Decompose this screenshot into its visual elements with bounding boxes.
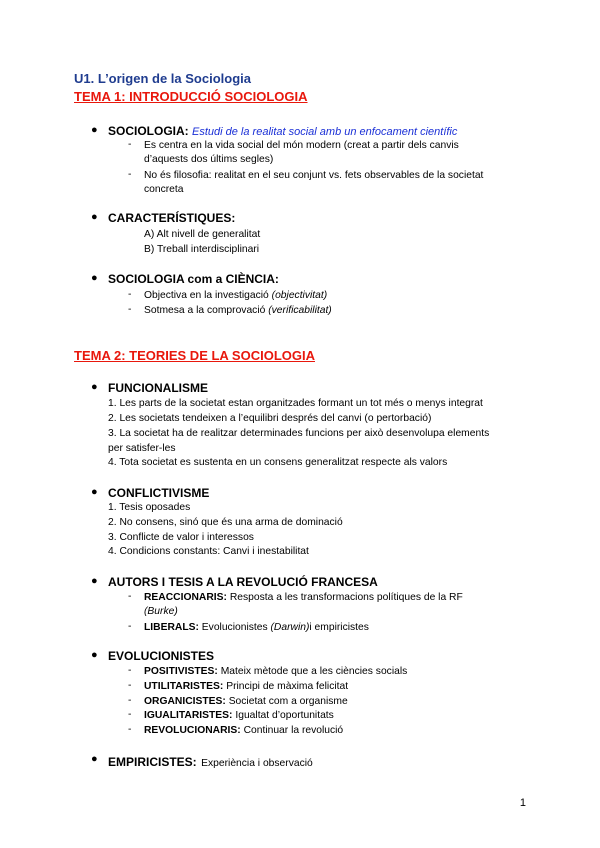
autors-label: AUTORS I TESIS A LA REVOLUCIÓ FRANCESA [108,575,378,589]
bullet-icon: ● [91,211,98,223]
dash-icon: - [128,621,132,632]
dash-icon: - [128,695,132,706]
liberals-note: (Darwin) [270,622,310,633]
sociologia-definition: Estudi de la realitat social amb un enfocament científic [192,126,458,138]
evolucionistes-item-label: POSITIVISTES: [144,666,218,677]
conflictivisme-label: CONFLICTIVISME [108,486,210,500]
evolucionistes-item-text: Continuar la revolució [243,725,344,736]
ciencia-label: SOCIOLOGIA com a CIÈNCIA: [108,272,279,286]
evolucionistes-item-text: Igualtat d’oportunitats [235,710,334,721]
evolucionistes-item-label: REVOLUCIONARIS: [144,725,241,736]
conflictivisme-line-3: 3. Conflicte de valor i interessos [108,532,254,543]
bullet-icon: ● [91,575,98,587]
bullet-icon: ● [91,486,98,498]
liberals-text-2: i empiricistes [309,622,369,633]
reaccionaris-text: Resposta a les transformacions polítiques de la RF [229,592,463,603]
funcionalisme-label: FUNCIONALISME [108,381,208,395]
evolucionistes-item-text: Mateix mètode que a les ciències socials [220,666,408,677]
bullet-icon: ● [91,272,98,284]
evolucionistes-item-5 [144,724,343,738]
bullet-icon: ● [91,649,98,661]
sociologia-item-2-line2: concreta [144,184,184,195]
evolucionistes-item-4 [144,709,334,723]
ciencia-item-2-text: Sotmesa a la comprovació [144,305,266,316]
caracteristiques-item-1: A) Alt nivell de generalitat [144,229,261,240]
ciencia-item-1 [144,289,327,303]
dash-icon: - [128,680,132,691]
liberals-text: Evolucionistes [201,622,268,633]
sociologia-item-2-line1: No és filosofia: realitat en el seu conjunt vs. fets observables de la societat [144,170,484,181]
page-number: 1 [519,797,526,809]
evolucionistes-item-label: UTILITARISTES: [144,681,224,692]
reaccionaris-note: (Burke) [144,606,178,617]
dash-icon: - [128,709,132,720]
sociologia-section [108,124,457,138]
reaccionaris-line [144,591,463,605]
liberals-label: LIBERALS: [144,622,199,633]
empiricistes-label: EMPIRICISTES: [108,755,197,769]
liberals-line [144,621,369,635]
tema1-heading: TEMA 1: INTRODUCCIÓ SOCIOLOGIA [74,89,308,104]
empiricistes-text: Experiència i observació [201,758,313,769]
funcionalisme-line-2: 2. Les societats tendeixen a l’equilibri després del canvi (o pertorbació) [108,413,432,424]
evolucionistes-item-label: ORGANICISTES: [144,696,226,707]
document-title: U1. L’origen de la Sociologia [74,71,251,86]
conflictivisme-line-2: 2. No consens, sinó que és una arma de dominació [108,517,343,528]
sociologia-item-1-line1: Es centra en la vida social del món modern (creat a partir dels canvis [144,140,459,151]
funcionalisme-line-5: 4. Tota societat es sustenta en un consens generalitzat respecte als valors [108,457,448,468]
sociologia-label: SOCIOLOGIA: [108,124,189,138]
empiricistes-line [108,753,313,771]
bullet-icon: ● [91,381,98,393]
evolucionistes-item-3 [144,695,348,709]
caracteristiques-item-2: B) Treball interdisciplinari [144,244,260,255]
reaccionaris-label: REACCIONARIS: [144,592,227,603]
dash-icon: - [128,169,132,180]
conflictivisme-line-1: 1. Tesis oposades [108,502,191,513]
caracteristiques-label: CARACTERÍSTIQUES: [108,211,236,225]
dash-icon: - [128,665,132,676]
dash-icon: - [128,139,132,150]
evolucionistes-label: EVOLUCIONISTES [108,649,215,663]
sociologia-item-1-line2: d’aquests dos últims segles) [144,154,274,165]
funcionalisme-line-1: 1. Les parts de la societat estan organitzades formant un tot més o menys integrat [108,398,483,409]
funcionalisme-line-3: 3. La societat ha de realitzar determinades funcions per això desenvolupa elements [108,428,490,439]
ciencia-item-2-note: (verificabilitat) [268,305,332,316]
ciencia-item-1-text: Objectiva en la investigació [144,290,269,301]
evolucionistes-item-label: IGUALITARISTES: [144,710,233,721]
bullet-icon: ● [91,124,98,136]
ciencia-item-1-note: (objectivitat) [271,290,328,301]
bullet-icon: ● [91,753,98,765]
dash-icon: - [128,304,132,315]
funcionalisme-line-4: per satisfer-les [108,443,176,454]
evolucionistes-item-text: Societat com a organisme [228,696,348,707]
tema2-heading: TEMA 2: TEORIES DE LA SOCIOLOGIA [74,348,315,363]
dash-icon: - [128,724,132,735]
conflictivisme-line-4: 4. Condicions constants: Canvi i inestabilitat [108,546,309,557]
evolucionistes-item-2 [144,680,348,694]
dash-icon: - [128,591,132,602]
ciencia-item-2 [144,304,332,318]
evolucionistes-item-text: Principi de màxima felicitat [226,681,349,692]
dash-icon: - [128,289,132,300]
evolucionistes-item-1 [144,665,407,679]
